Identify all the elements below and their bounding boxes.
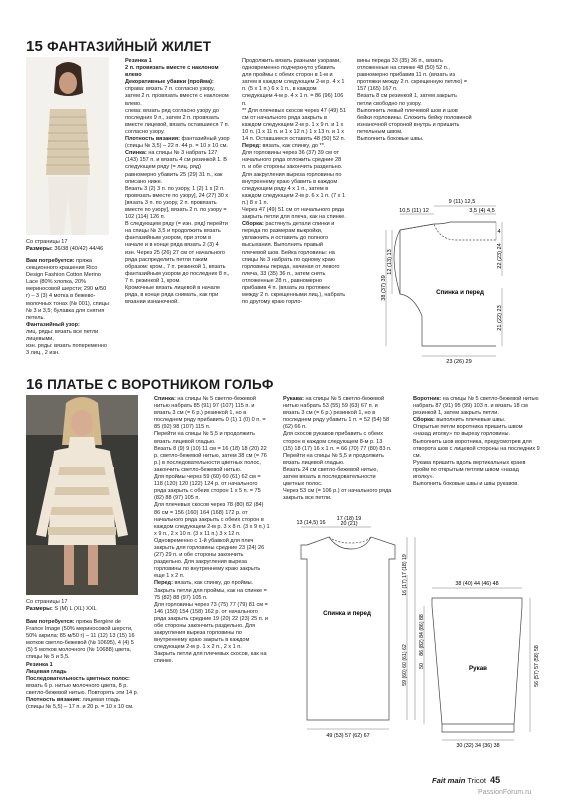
sizes-value: S (M) L (XL) XXL xyxy=(54,606,97,613)
dim-right-top: 16 (17) 17 (18) 19 xyxy=(402,554,408,596)
dim-depth: 4 xyxy=(497,229,501,235)
paragraph: Вязать 3 (2) 3 п. по узору, 1 (2) 1 х [2 п. провязать вместе по узору], 24 (27) 30 х [вязать 3 п. по узору, 2 п. провязать вместе по узору], вязать 2 п. по узору = 102 (114) 126 п. xyxy=(125,185,229,221)
paragraph: лиц. ряды: вязать все петли лицевыми, xyxy=(26,328,99,343)
vest-col-1 xyxy=(26,258,111,357)
paragraph: Воротник: на спицы № 5 светло-бежевой нитью набрать 87 (91) 95 (99) 103 п. и вязать 18 см резинкой 1, затем закрыть петли. xyxy=(413,396,539,417)
dim-top: 38 (40) 44 (46) 48 xyxy=(455,581,499,587)
paragraph: Сборка: выполнить плечевые швы. xyxy=(413,417,506,424)
paragraph: слева: вязать ряд согласно узору до последних 9 п., затем 2 п. провязать вместе лицевой, вязать оставшиеся 7 п. согласно узору. xyxy=(125,107,230,135)
paragraph: Выполнить шов воротника, предусмотрев для отворота шов с лицевой стороны на последних 9 см. xyxy=(413,438,540,459)
paragraph: Перед: вязать, как спинку, до проймы. Закрыть петли для проймы, как на спинке = 75 (82) 88 (97) 105 п. xyxy=(154,580,267,601)
dim-shoulder: 10,5 (11) 12 xyxy=(399,208,429,214)
paragraph: вины переда 33 (35) 36 п., вязать отложенные на спинке 48 (50) 52 п., равномерно прибавив 11 п. (вязать из протяжки между 2 п. скрещенную петлю) = 157 (165) 167 п. xyxy=(357,58,468,93)
paragraph: Для плечевых скосов через 78 (80) 82 (84) 86 см = 156 (160) 164 (168) 172 р. от начального ряда закрыть с обеих сторон в каждом следующем 2-м р. 3 х 8 п. (3 х 9 п.) 1 х 9 п., 2 х 10 п. (3 х 11 п.) 3 х 12 п. xyxy=(154,502,270,537)
paragraph: Выполнить боковые швы. xyxy=(357,136,424,143)
paragraph: Открытые петли воротника пришить швом «назад иголку» по вырезу горловины. xyxy=(413,424,523,438)
paragraph: изн. ряды: вязать попеременно 3 лиц., 2 изн. xyxy=(26,343,107,357)
paragraph: Плотность вязания: лицевая гладь (спицы № 5,5) – 17 п. и 20 р. = 10 х 10 см. xyxy=(26,697,134,711)
sizes-label: Размеры: xyxy=(26,606,53,613)
brand: Fait main xyxy=(432,776,466,785)
paragraph: Резинка 1 xyxy=(26,661,53,668)
section-heading: ПЛАТЬЕ С ВОРОТНИКОМ ГОЛЬФ xyxy=(47,377,274,392)
paragraph: Продолжить вязать разными узорами, одновременно подчеркнуто убавить для проймы с обеих сторон в 1-м и затем в каждом следующем 2-м р. 4 х 1 п. (5 х 1 п.) 6 х 1 п., в каждом следующем 4-м р. 4 х 1 п. = 86 (96) 106 п. xyxy=(242,58,345,107)
dim-bottom: 49 (53) 57 (62) 67 xyxy=(326,733,370,739)
piece-label: Спинка и перед xyxy=(436,289,484,296)
paragraph: Вязать 8 см резинкой 1, затем закрыть петли свободно по узору. xyxy=(357,93,457,107)
paragraph: В следующем ряду (= изн. ряд) перейти на спицы № 3,5 и продолжить вязать фантазийным узором, при этом в начале и в конце ряда вязать 2 (3) 4 изн. Через 25 (26) 27 см от начального ряда распределить петли таким образом: кром., 7 п. резинкой 1, вязать фантазийным узором до последних 8 п., 7 п. резинкой 1, кром. xyxy=(125,221,230,284)
sizes-label: Размеры: xyxy=(26,246,53,253)
dim-left: 50 xyxy=(419,663,425,669)
watermark: PassionForum.ru xyxy=(478,789,532,796)
piece-label: Рукав xyxy=(469,665,487,672)
cover-ref: Со страницы 17 xyxy=(26,599,68,605)
footer xyxy=(432,775,500,785)
sizes-value: 36/38 (40/42) 44/46 xyxy=(54,246,104,253)
dress-col-2 xyxy=(154,396,270,666)
dim-side-lower: 21 (22) 23 xyxy=(497,305,503,331)
section-title-16 xyxy=(26,376,274,393)
dim-right-mid: 59 (60) 60 (61) 62 xyxy=(402,644,408,686)
paragraph: Плотность вязания: фантазийный узор (спицы № 3,5) – 22 п. 44 р. = 10 х 10 см. xyxy=(125,136,230,150)
vest-caption xyxy=(26,239,111,253)
dress-col-4 xyxy=(413,396,541,488)
paragraph: Вам потребуется: пряжа Bergère de France Image (50% мериносовой шерсти, 50% акрила; 85 м/50 г) – 11 (12) 13 (15) 16 мотков светло-бежевой (№ 10695), 4 (4) 5 (5) 5 мотков молочного (№ 10688) цвета, спицы № 5 и 5,5. xyxy=(26,619,135,661)
section-heading: ФАНТАЗИЙНЫЙ ЖИЛЕТ xyxy=(47,39,212,54)
paragraph: Кромочные вязать лицевой в начале ряда, в конце ряда снимать, как при вязании изнаночной. xyxy=(125,285,221,306)
dim-vert-left: 12 (13) 13 xyxy=(387,249,393,275)
paragraph: Лицевая гладь xyxy=(26,668,67,675)
paragraph: Рукава: на спицы № 5 светло-бежевой нитью набрать 53 (55) 59 (63) 67 п. и вязать 3 см (= 6 р.) резинкой 1, но в последнем ряду убавить 1 п. = 52 (54) 58 (62) 66 п. xyxy=(283,396,390,431)
sleeve-pattern xyxy=(418,578,548,750)
dim-top: 9 (11) 12,5 xyxy=(448,199,476,205)
dim-side-full: 38 (37) 39 xyxy=(381,275,387,301)
vest-col-4 xyxy=(357,58,472,143)
vest-pattern-diagram xyxy=(378,196,508,366)
paragraph: Через 47 (49) 51 см от начального ряда закрыть петли для плеча, как на спинке. xyxy=(242,206,346,221)
piece-label: Спинка и перед xyxy=(323,610,371,617)
vest-photo xyxy=(26,57,109,235)
paragraph: Одновременно с 1-й убавкой для плеч закрыть для горловины средние 23 (24) 26 (27) 29 п. и обе стороны закончить раздельно. Для закругления выреза горловины по внутреннему краю закрыть еще 1 х 2 п. xyxy=(154,537,265,580)
paragraph: Перейти на спицы № 5,5 и продолжить вязать лицевой гладью. xyxy=(154,431,255,445)
dress-col-1 xyxy=(26,619,139,711)
cover-ref: Со страницы 17 xyxy=(26,239,68,245)
paragraph: Для горловины через 36 (37) 39 см от начального ряда отложить средние 28 п. и обе стороны закончить раздельно. Для закругления выреза горловины по внутреннему краю убавить в каждом следующем ряду 4 х 1 п., затем в каждом следующем 2-м р. 6 х 1 п. (7 х 1 п.) 8 х 1 п. xyxy=(242,150,346,206)
paragraph: Резинка 1 xyxy=(125,58,152,64)
dim-top-mid: 17 (18) 19 xyxy=(336,516,362,522)
paragraph: Рукава пришить вдоль вертикальных краев пройм по открытым петлям швом «назад иголку». xyxy=(413,459,526,481)
dim-top-mid2: 20 (21) xyxy=(340,521,358,527)
paragraph: Фантазийный узор: xyxy=(26,321,80,328)
paragraph: Перед: вязать, как спинку, до **. xyxy=(242,143,326,150)
paragraph: Спинка: на спицы № 5 светло-бежевой нитью набрать 85 (91) 97 (107) 115 п. и вязать 3 см (= 6 р.) резинкой 1, но в последнем ряду прибавить 0 (1) 1 (0) 0 п. = 85 (92) 98 (107) 115 п. xyxy=(154,396,266,431)
paragraph: Через 53 см (= 106 р.) от начального ряда закрыть все петли. xyxy=(283,488,392,502)
dress-photo xyxy=(26,395,138,595)
paragraph: Последовательность цветных полос: вязать 6 р. нитью молочного цвета, 8 р. светло-бежевой нитью. Повторять эти 14 р. xyxy=(26,675,139,696)
dim-right: 56 (57) 57 (58) 58 xyxy=(534,645,540,687)
dim-right-full: 86 (82) 84 (86) 88 xyxy=(419,614,425,656)
dim-neck: 3,5 (4) 4,5 xyxy=(469,208,495,214)
dim-right-top: 22 (23) 24 xyxy=(497,243,503,269)
paragraph: Вязать 24 см светло-бежевой нитью, затем вязать в последовательности цветных полос. xyxy=(283,466,379,488)
paragraph: Для проймы через 59 (60) 60 (61) 62 см = 118 (120) 120 (122) 124 р. от начального ряда закрыть с обеих сторон 1 х 5 п. = 75 (82) 88 (97) 105 п. xyxy=(154,474,261,502)
paragraph: Выполнить левый плечевой шов и шов бейки горловины. Сложить бейку половиной изнаночной стороной внутрь и пришить петельным швом. xyxy=(357,107,472,135)
section-title-15 xyxy=(26,38,211,55)
dim-bottom: 23 (26) 29 xyxy=(446,359,472,365)
dim-bottom: 30 (32) 34 (36) 38 xyxy=(456,743,500,749)
brand-sub: Tricot xyxy=(467,776,487,785)
paragraph: Выполнить боковые швы и швы рукавов. xyxy=(413,481,519,488)
paragraph: Для горловины через 73 (75) 77 (79) 81 см = 146 (150) 154 (158) 162 р. от начального ряда закрыть средние 19 (20) 22 (23) 25 п. и обе стороны закончить раздельно. Для закругления выреза горловины по внутреннему краю закрыть в каждом следующем 2-м р. 1 х 2 п., 2 х 1 п. xyxy=(154,601,268,651)
paragraph: Вязать 8 (9) 9 (10) 11 см = 16 (18) 18 (20) 22 р. светло-бежевой нитью, затем 38 см (= 76 р.) в последовательности цветных полос, закончить светло-бежевой нитью. xyxy=(154,445,267,473)
paragraph: Декоративные убавки (пройма): xyxy=(125,79,214,86)
dress-col-3 xyxy=(283,396,393,502)
section-number: 16 xyxy=(26,376,44,393)
dress-body-pattern xyxy=(283,515,433,750)
vest-col-2 xyxy=(125,58,230,306)
paragraph: Вам потребуется: пряжа секционного крашения Rico Design Fashion Cotton Merino Lace (80% хлопка, 20% мериносовой шерсти; 290 м/50 г) – 3 (3) 4 мотка в бежево-молочных тонах (№ 001), спицы № 3 и 3,5; булавка для снятия петель. xyxy=(26,258,109,321)
section-number: 15 xyxy=(26,38,44,55)
paragraph: справа: вязать 7 п. согласно узору, затем 2 п. провязать вместе с наклоном влево. xyxy=(125,86,229,107)
paragraph: Для скосов рукавов прибавить с обеих сторон в каждом следующем 8-м р. 13 (15) 18 (17) 16 х 1 п. = 66 (70) 77 (80) 83 п. xyxy=(283,431,392,452)
vest-photo-illustration xyxy=(26,57,109,235)
paragraph: Спинка: на спицы № 3 набрать 127 (143) 157 п. и вязать 4 см резинкой 1. В следующем ряду (= лиц. ряд) равномерно убавить 25 (29) 31 п., как описано ниже. xyxy=(125,150,227,185)
dress-photo-illustration xyxy=(26,395,138,595)
paragraph: 2 п. провязать вместе с наклоном влево xyxy=(125,65,219,79)
paragraph: ** Для плечевых скосов через 47 (49) 51 см от начального ряда закрыть в каждом следующем 2-м р. 1 х 9 п. и 1 х 10 п. (1 х 11 п. и 1 х 12 п.) 1 х 13 п. и 1 х 14 п. Оставшиеся оставить 48 (50) 52 п. xyxy=(242,107,346,143)
vest-col-3 xyxy=(242,58,346,306)
dim-top-left: 13 (14,5) 16 xyxy=(296,520,326,526)
paragraph: Сборка: растянуть детали спинки и переда по размерам выкройки, увлажнить и оставить до полного высыхания. Выполнить правый плечевой шов. Бейка горловины: на спицы № 3 набрать по одному краю горловины переда, начиная от левого плеча, 33 (35) 36 п., затем снять отложенные 28 п., равномерно прибавив 4 п. (вязать из протяжек между 2 п. скрещенными лиц.), набрать по другому краю горло- xyxy=(242,221,346,306)
paragraph: Перейти на спицы № 5,5 и продолжить вязать лицевой гладью. xyxy=(283,452,384,466)
page-number: 45 xyxy=(490,775,501,785)
paragraph: Закрыть петли для плечевых скосов, как на спинке. xyxy=(154,651,267,665)
dress-caption xyxy=(26,599,138,613)
